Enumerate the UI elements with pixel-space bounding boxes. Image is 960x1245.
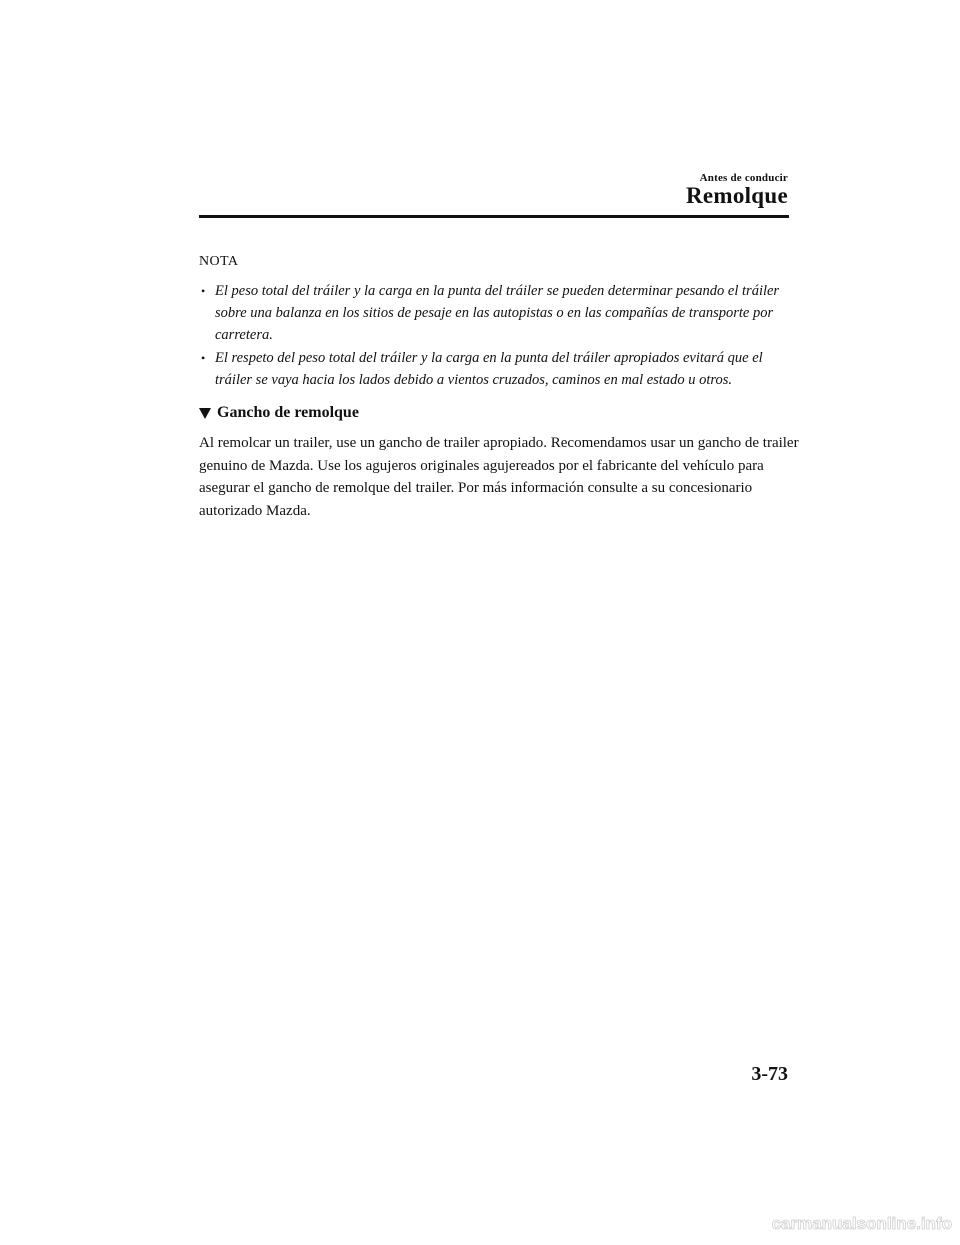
note-label: NOTA — [199, 254, 239, 269]
note-bullet-item — [201, 280, 795, 346]
chapter-label: Antes de conducir — [699, 172, 788, 184]
note-bullet-item — [201, 347, 795, 391]
note-bullet-text: El respeto del peso total del tráiler y la carga en la punta del tráiler apropiados evitará que el tráiler se vaya hacia los lados debido a vientos cruzados, caminos en mal estado u otros. — [215, 350, 763, 388]
page-title: Remolque — [685, 183, 788, 208]
header-divider — [199, 215, 789, 218]
section-heading — [199, 404, 359, 422]
page-number: 3-73 — [751, 1063, 788, 1085]
watermark-text: carmanualsonline.info — [771, 1214, 952, 1233]
watermark-logo — [722, 1211, 952, 1235]
bullet-icon: • — [201, 284, 206, 298]
bullet-icon: • — [201, 351, 206, 365]
section-heading-text: Gancho de remolque — [217, 404, 359, 421]
triangle-down-icon — [199, 408, 211, 419]
note-bullet-text: El peso total del tráiler y la carga en la punta del tráiler se pueden determinar pesando el tráiler sobre una balanza en los sitios de pesaje en las autopistas o en las compañías de transporte por carretera. — [215, 283, 780, 343]
section-body: Al remolcar un trailer, use un gancho de trailer apropiado. Recomendamos usar un gancho de trailer genuino de Mazda. Use los agujeros originales agujereados por el fabricante del vehículo para asegurar el gancho de remolque del trailer. Por más información consulte a su concesionario autorizado Mazda. — [199, 435, 799, 519]
